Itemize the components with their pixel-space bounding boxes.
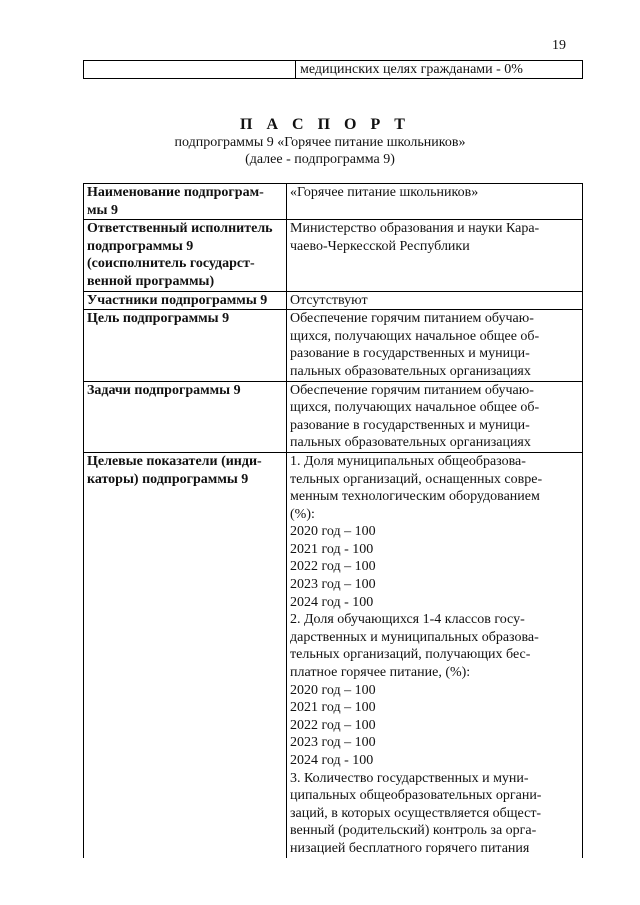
- row-value-line: пальных образовательных организациях: [290, 435, 531, 451]
- row-value-line: 2021 год - 100: [290, 541, 374, 557]
- row-label-line: Наименование подпрограм-: [87, 185, 264, 200]
- row-value-line: Министерство образования и науки Кара-: [290, 221, 540, 237]
- row-value-line: (%):: [290, 506, 315, 522]
- row-value-line: менным технологическим оборудованием: [290, 489, 540, 505]
- row-value-line: щихся, получающих начальное общее об-: [290, 328, 540, 344]
- empty-cell: [84, 61, 296, 79]
- row-value-line: 2022 год – 100: [290, 717, 376, 733]
- row-label-line: (соисполнитель государст-: [87, 256, 255, 272]
- row-label: [84, 220, 287, 291]
- row-value: [287, 381, 583, 452]
- row-label-line: Цель подпрограммы 9: [87, 311, 230, 327]
- row-label-line: Целевые показатели (инди-: [87, 453, 262, 469]
- row-value-line: тельных организаций, оснащенных совре-: [290, 471, 543, 487]
- row-value-line: 2023 год – 100: [290, 735, 376, 751]
- row-value-line: ципальных общеобразовательных органи-: [290, 788, 542, 804]
- table-row: [84, 291, 583, 310]
- row-value-line: Обеспечение горячим питанием обучаю-: [290, 382, 534, 398]
- row-value-line: Обеспечение горячим питанием обучаю-: [290, 311, 534, 327]
- row-value-line: 2. Доля обучающихся 1-4 классов госу-: [290, 612, 525, 628]
- row-value-line: заций, в которых осуществляется общест-: [290, 805, 542, 821]
- row-value-line: венный (родительский) контроль за орга-: [290, 823, 537, 839]
- row-value: [287, 452, 583, 857]
- row-value: [287, 310, 583, 381]
- row-label: [84, 452, 287, 857]
- row-label-line: каторы) подпрограммы 9: [87, 471, 249, 487]
- row-value-line: 1. Доля муниципальных общеобразова-: [290, 453, 526, 469]
- table-row: [84, 184, 583, 220]
- continuation-value: медицинских целях гражданами - 0%: [296, 61, 583, 79]
- page-number: 19: [552, 38, 566, 53]
- table-row: [84, 310, 583, 381]
- row-value-line: 2024 год - 100: [290, 753, 374, 768]
- row-label-line: Ответственный исполнитель: [87, 221, 273, 237]
- row-label-line: подпрограммы 9: [87, 238, 194, 254]
- row-value-line: Отсутствуют: [290, 292, 368, 308]
- row-value-line: щихся, получающих начальное общее об-: [290, 400, 540, 416]
- table-row: [84, 61, 583, 79]
- row-value-line: чаево-Черкесской Республики: [290, 238, 470, 254]
- row-label: [84, 291, 287, 310]
- table-row: [84, 381, 583, 452]
- row-label-line: Участники подпрограммы 9: [87, 292, 268, 308]
- row-value-line: разование в государственных и муници-: [290, 417, 530, 433]
- row-label: [84, 381, 287, 452]
- passport-note: (далее - подпрограмма 9): [245, 152, 395, 167]
- row-value-line: 2021 год – 100: [290, 700, 376, 716]
- row-label: [84, 310, 287, 381]
- row-label-line: мы 9: [87, 202, 118, 218]
- row-value-line: 2023 год – 100: [290, 577, 376, 593]
- row-value-line: 2022 год – 100: [290, 559, 376, 575]
- continuation-table: [83, 60, 583, 79]
- row-value-line: разование в государственных и муници-: [290, 346, 530, 362]
- row-value-line: дарственных и муниципальных образова-: [290, 629, 539, 645]
- row-value-line: 3. Количество государственных и муни-: [290, 770, 529, 786]
- row-value-line: «Горячее питание школьников»: [290, 185, 479, 200]
- row-label-line: венной программы): [87, 273, 215, 289]
- passport-table: [83, 183, 583, 858]
- row-value-line: тельных организаций, получающих бес-: [290, 647, 531, 663]
- row-value-line: 2020 год – 100: [290, 682, 376, 698]
- row-value: [287, 184, 583, 220]
- row-value: [287, 291, 583, 310]
- passport-subtitle: подпрограммы 9 «Горячее питание школьников»: [174, 135, 466, 150]
- passport-title: П А С П О Р Т: [240, 116, 410, 133]
- table-row: [84, 452, 583, 857]
- row-value-line: низацией бесплатного горячего питания: [290, 840, 530, 856]
- row-value-line: платное горячее питание, (%):: [290, 665, 471, 681]
- row-value: [287, 220, 583, 291]
- passport-header: [0, 116, 640, 168]
- row-value-line: пальных образовательных организациях: [290, 363, 531, 379]
- table-row: [84, 220, 583, 291]
- row-label-line: Задачи подпрограммы 9: [87, 382, 241, 398]
- row-label: [84, 184, 287, 220]
- row-value-line: 2020 год – 100: [290, 524, 376, 540]
- row-value-line: 2024 год - 100: [290, 594, 374, 610]
